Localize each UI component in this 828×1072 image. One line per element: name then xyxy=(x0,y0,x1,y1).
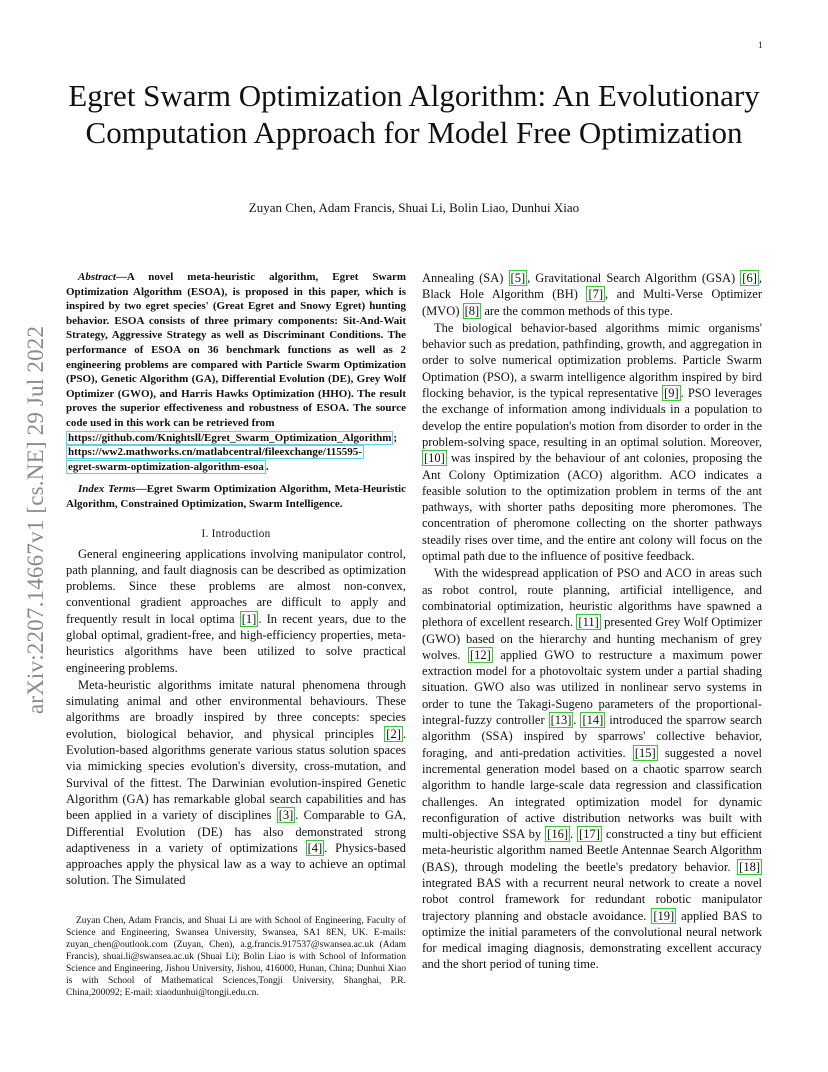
footnote-area xyxy=(66,915,406,999)
citation-4[interactable]: [4] xyxy=(307,840,323,855)
citation-12[interactable]: [12] xyxy=(469,647,491,662)
citation-19[interactable]: [19] xyxy=(653,908,675,923)
citation-13[interactable]: [13] xyxy=(550,713,572,728)
author-affiliation-footnote: Zuyan Chen, Adam Francis, and Shuai Li are with School of Engineering, Faculty of Science and Engineering, Swansea University, Swansea, SA1 8EN, UK. E-mails: zuyan_chen@outlook.com (Zuyan, Chen), a.g.francis.917537@swansea.ac.uk (Adam Francis), shuai.li@swansea.ac.uk (Shuai Li); Bolin Liao is with School of Information Science and Engineering, Jishou University, Jishou, 416000, Hunan, China; Dunhui Xiao is with School of Mathematical Sciences,Tongji University, Shanghai, P.R. China,200092; E-mail: xiaodunhui@tongji.edu.cn. xyxy=(66,916,406,998)
url-separator: ; xyxy=(393,431,398,444)
page-number: 1 xyxy=(758,40,763,50)
index-terms-text: —Egret Swarm Optimization Algorithm, Meta-Heuristic Algorithm, Constrained Optimization, Swarm Intelligence. xyxy=(66,483,407,510)
citation-1[interactable]: [1] xyxy=(241,611,257,626)
index-terms xyxy=(66,482,406,511)
citation-10[interactable]: [10] xyxy=(424,451,445,466)
citation-5[interactable]: [5] xyxy=(510,271,526,285)
intro-paragraph-2-continued: Annealing (SA) [5] , Gravitational Search Algorithm (GSA) [6] , Black Hole Algorithm (BH) [7] , and Multi-Verse Optimizer (MVO) [8] are the common methods of this type. xyxy=(422,271,762,318)
citation-16[interactable]: [16] xyxy=(547,827,568,842)
mathworks-link-part2[interactable]: egret-swarm-optimization-algorithm-esoa xyxy=(68,460,264,473)
citation-3[interactable]: [3] xyxy=(278,808,294,823)
abstract xyxy=(66,270,406,431)
citation-15[interactable]: [15] xyxy=(634,745,656,760)
intro-paragraph-1: General engineering applications involving manipulator control, path planning, and fault diagnosis can be described as optimization problems. Since these problems are almost non-convex, conventional gradient approaches are difficult to apply and frequently result in local optima [1] . In recent years, due to the global optimal, gradient-free, and high-efficiency properties, meta-heuristics algorithms have been utilized to solve practical engineering problems. xyxy=(66,546,407,675)
section-heading-introduction: I. Introduction xyxy=(201,527,271,540)
abstract-label: Abstract xyxy=(78,271,116,283)
paper-title: Egret Swarm Optimization Algorithm: An Evolutionary Computation Approach for Model Free Optimization xyxy=(68,78,760,150)
citation-9[interactable]: [9] xyxy=(664,386,679,401)
arxiv-identifier: arXiv:2207.14667v1 [cs.NE] 29 Jul 2022 xyxy=(23,325,48,715)
citation-14[interactable]: [14] xyxy=(582,713,604,728)
left-column xyxy=(66,270,406,889)
url-end: . xyxy=(265,460,269,473)
abstract-text: —A novel meta-heuristic algorithm, Egret Swarm Optimization Algorithm (ESOA), is proposed in this paper, which is inspired by two egret species' (Great Egret and Snowy Egret) hunting behavior. ESOA consists of three primary components: Sit-And-Wait Strategy, Aggressive Strategy as well as Discriminant Conditions. The performance of ESOA on 36 benchmark functions as well as 2 engineering problems are compared with Particle Swarm Optimization (PSO), Genetic Algorithm (GA), Differential Evolution (DE), Grey Wolf Optimizer (GWO), and Harris Hawks Optimization (HHO). The result proves the superior effectiveness and robustness of ESOA. The source code used in this work can be retrieved from xyxy=(66,271,406,429)
index-terms-label: Index Terms xyxy=(78,483,136,496)
author-list: Zuyan Chen, Adam Francis, Shuai Li, Bolin Liao, Dunhui Xiao xyxy=(248,200,580,215)
intro-paragraph-4: With the widespread application of PSO and ACO in areas such as robot control, route planning, artificial intelligence, and combinatorial optimization, heuristic algorithms have spawned a plethora of excellent research. [11] presented Grey Wolf Optimizer (GWO) based on the hierarchy and hunting mechanism of grey wolves. [12] applied GWO to restructure a maximum power extraction model for a photovoltaic system under a partial shading situation. GWO also was utilized in nonlinear servo systems in order to tune the Takagi-Sugeno parameters of the proportional-integral-fuzzy controller [13] . [14] introduced the sparrow search algorithm (SSA) inspired by sparrows' collective behavior, foraging, and anti-predation activities. [15] suggested a novel incremental generation model based on a chaotic sparrow search algorithm to handle large-scale data regression and classification challenges. An integrated optimization model for dynamic reconfiguration of active distribution networks was built with multi-objective SSA by [16] . [17] constructed a tiny but efficient meta-heuristic algorithm named Beetle Antennae Search Algorithm (BAS), through modeling the beetle's predatory behavior. [18] integrated BAS with a recurrent neural network to create a novel robot control framework for redundant robotic manipulator trajectory planning and obstacle avoidance. [19] applied BAS to optimize the initial parameters of the convolutional neural network for medical imaging diagnosis, demonstrating excellent accuracy and the short period of tuning time. xyxy=(422,566,763,972)
intro-paragraph-2: Meta-heuristic algorithms imitate natural phenomena through simulating animal and other environmental behaviours. These algorithms are broadly inspired by three concepts: species evolution, biological behavior, and physical principles [2] . Evolution-based algorithms generate various status solution spaces via mimicking species evolution's diversity, cross-mutation, and Survival of the fittest. The Darwinian evolution-inspired Genetic Algorithm (GA) has remarkable global search capabilities and has been applied in a variety of disciplines [3] . Comparable to GA, Differential Evolution (DE) has also demonstrated strong adaptiveness in a variety of optimizations [4] . Physics-based approaches apply the physical law as a way to achieve an optimal solution. The Simulated xyxy=(66,677,407,888)
right-column xyxy=(422,270,762,973)
intro-paragraph-3: The biological behavior-based algorithms mimic organisms' behavior such as predation, pathfinding, growth, and aggregation in order to solve numerical optimization problems. Particle Swarm Optimation (PSO), a swarm intelligence algorithm inspired by bird flocking behavior, is the typical representative [9] . PSO leverages the exchange of information among individuals in a population to develop the entire population's motion from disorder to order in the problem-solving space, resulting in an optimal solution. Moreover, [10] was inspired by the behaviour of ant colonies, proposing the Ant Colony Optimization (ACO) algorithm. ACO indicates a feasible solution to the optimization problem in terms of the ant pathways, with shorter paths depositing more pheromones. The concentration of pheromone collecting on the shorter pathways steadily rises over time, and the entire ant colony will focus on the optimal path due to the influence of positive feedback. xyxy=(422,320,762,564)
github-link[interactable]: https://github.com/Knightsll/Egret_Swarm_Optimization_Algorithm xyxy=(68,431,392,444)
citation-2[interactable]: [2] xyxy=(386,726,401,741)
citation-11[interactable]: [11] xyxy=(578,615,599,630)
citation-7[interactable]: [7] xyxy=(588,287,604,302)
citation-6[interactable]: [6] xyxy=(742,271,757,285)
source-code-links xyxy=(66,431,406,475)
citation-8[interactable]: [8] xyxy=(464,303,480,318)
mathworks-link-part1[interactable]: https://ww2.mathworks.cn/matlabcentral/fileexchange/115595- xyxy=(68,446,362,459)
citation-17[interactable]: [17] xyxy=(579,827,600,842)
citation-18[interactable]: [18] xyxy=(739,859,760,874)
